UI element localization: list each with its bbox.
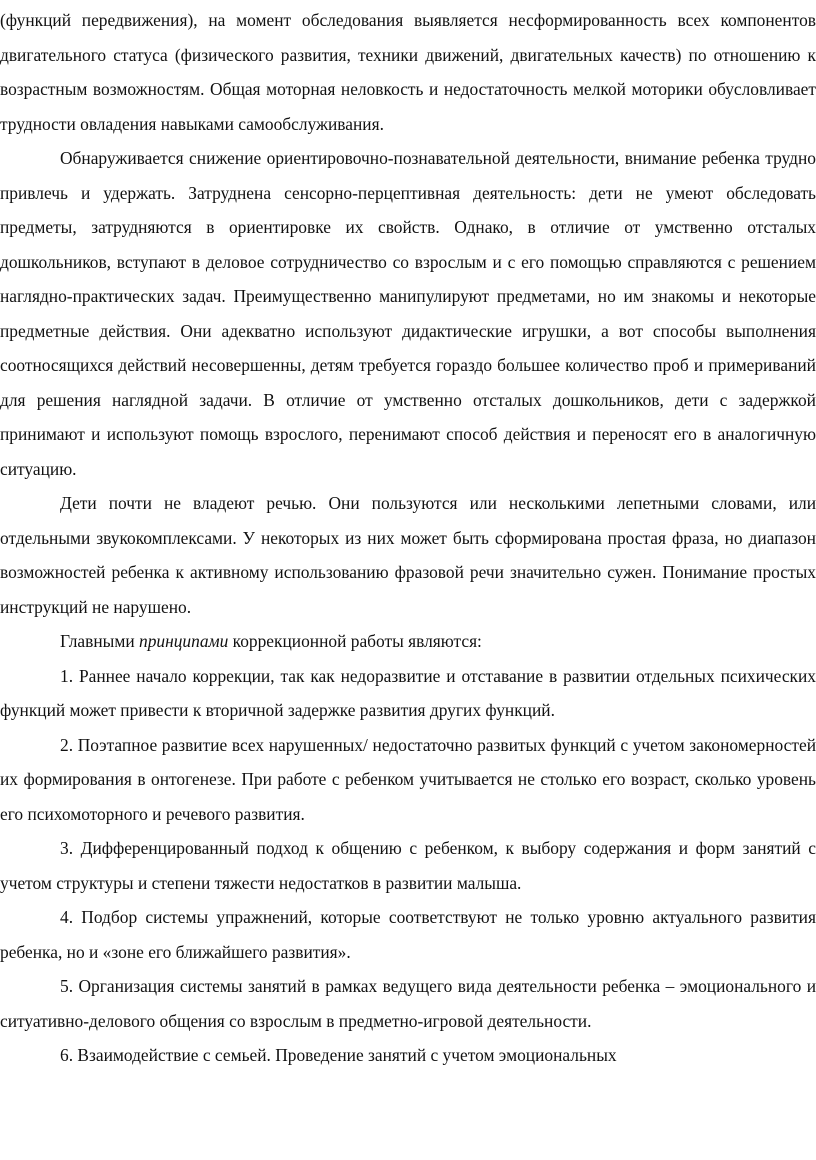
principle-item-2: 2. Поэтапное развитие всех нарушенных/ недостаточно развитых функций с учетом закономерностей их формирования в онтогенезе. При работе с ребенком учитывается не столько его возраст, сколько уровень его психомоторного и речевого развития. [0,734,816,824]
principles-intro-after: коррекционной работы являются: [228,631,482,651]
paragraph-speech: Дети почти не владеют речью. Они пользуются или несколькими лепетными словами, или отдельными звукокомплексами. У некоторых из них может быть сформирована простая фраза, но диапазон возможностей ребенка к активному использованию фразовой речи значительно сужен. Понимание простых инструкций не нарушено. [0,493,816,617]
paragraph-motor-status: (функций передвижения), на момент обследования выявляется несформированность всех компонентов двигательного статуса (физического развития, техники движений, двигательных качеств) по отношению к возрастным возможностям. Общая моторная неловкость и недостаточность мелкой моторики обусловливает трудности овладения навыками самообслуживания. [0,10,816,134]
principle-item-1: 1. Раннее начало коррекции, так как недоразвитие и отставание в развитии отдельных психических функций может привести к вторичной задержке развития других функций. [0,665,816,720]
principle-item-3: 3. Дифференцированный подход к общению с ребенком, к выбору содержания и форм занятий с учетом структуры и степени тяжести недостатков в развитии малыша. [0,838,816,893]
principle-item-5: 5. Организация системы занятий в рамках ведущего вида деятельности ребенка – эмоционального и ситуативно-делового общения со взрослым в предметно-игровой деятельности. [0,976,816,1031]
principles-emphasis: принципами [139,631,229,651]
principle-item-4: 4. Подбор системы упражнений, которые соответствуют не только уровню актуального развития ребенка, но и «зоне его ближайшего развития». [0,907,816,962]
paragraph-cognitive-activity: Обнаруживается снижение ориентировочно-познавательной деятельности, внимание ребенка трудно привлечь и удержать. Затруднена сенсорно-перцептивная деятельность: дети не умеют обследовать предметы, затрудняются в ориентировке их свойств. Однако, в отличие от умственно отсталых дошкольников, вступают в деловое сотрудничество со взрослым и с его помощью справляются с решением наглядно-практических задач. Преимущественно манипулируют предметами, но им знакомы и некоторые предметные действия. Они адекватно используют дидактические игрушки, а вот способы выполнения соотносящихся действий несовершенны, детям требуется гораздо большее количество проб и примериваний для решения наглядной задачи. В отличие от умственно отсталых дошкольников, дети с задержкой принимают и используют помощь взрослого, перенимают способ действия и переносят его в аналогичную ситуацию. [0,148,816,479]
principle-item-6: 6. Взаимодействие с семьей. Проведение занятий с учетом эмоциональных [60,1045,617,1065]
principles-intro-before: Главными [60,631,140,651]
paragraph-principles-intro [0,624,816,659]
